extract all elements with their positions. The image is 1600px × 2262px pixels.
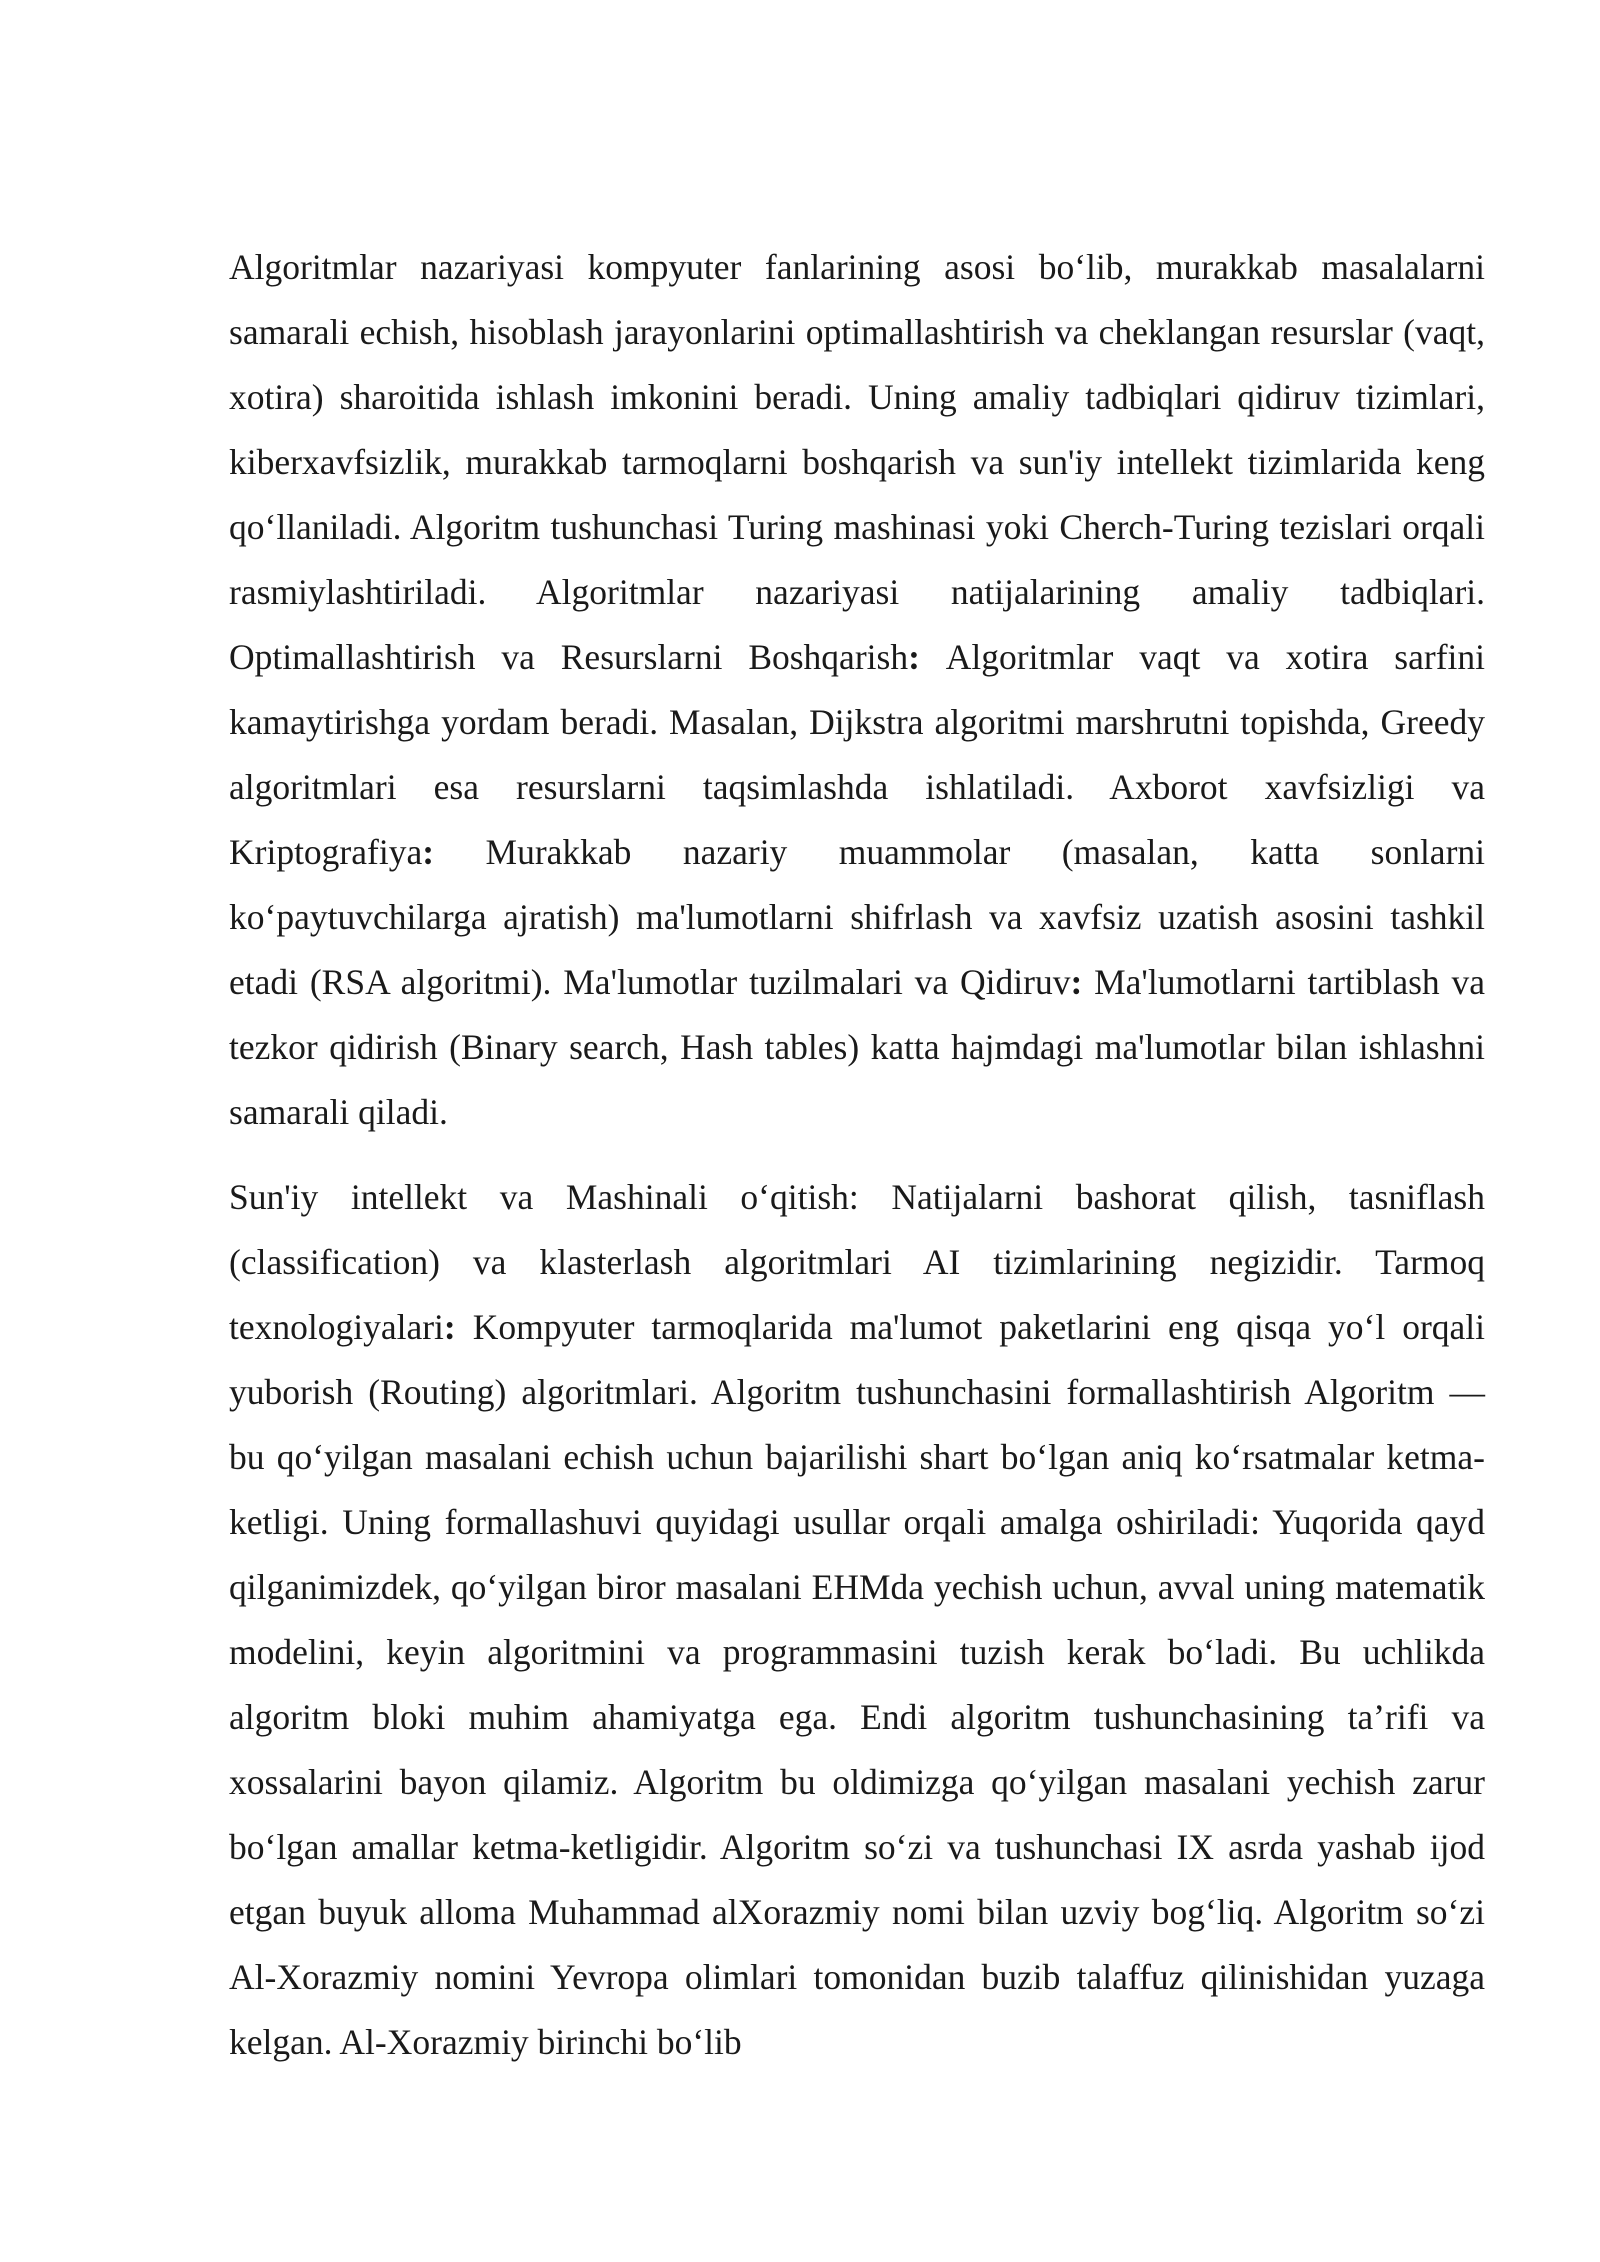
text-run: Algoritmlar vaqt va xotira sarfini kamaytirishga yordam beradi. Masalan, Dijkstra algoritmi marshrutni topishda, Greedy algoritmlari esa resurslarni taqsimlashda ishlatiladi. Axborot xavfsizligi va Kriptografiya — [229, 637, 1485, 872]
text-run: Algoritmlar nazariyasi kompyuter fanlarining asosi bo‘lib, murakkab masalalarni samarali echish, hisoblash jarayonlarini optimallashtirish va cheklangan resurslar (vaqt, xotira) sharoitida ishlash imkonini beradi. Uning amaliy tadbiqlari qidiruv tizimlari, kiberxavfsizlik, murakkab tarmoqlarni boshqarish va sun'iy intellekt tizimlarida keng qo‘llaniladi. Algoritm tushunchasi Turing mashinasi yoki Cherch-Turing tezislari orqali rasmiylashtiriladi. Algoritmlar nazariyasi natijalarining amaliy tadbiqlari. Optimallashtirish va Resurslarni Boshqarish — [229, 247, 1485, 677]
paragraph-2 — [229, 1165, 1485, 2075]
bold-colon: : — [422, 832, 486, 872]
bold-colon: : — [443, 1307, 473, 1347]
paragraph-1 — [229, 235, 1485, 1145]
text-run: Murakkab nazariy muammolar (masalan, katta sonlarni ko‘paytuvchilarga ajratish) ma'lumotlarni shifrlash va xavfsiz uzatish asosini tashkil etadi (RSA algoritmi). Ma'lumotlar tuzilmalari va Qidiruv — [229, 832, 1485, 1002]
text-run: Kompyuter tarmoqlarida ma'lumot paketlarini eng qisqa yo‘l orqali yuborish (Routing) algoritmlari. Algoritm tushunchasini formallashtirish Algoritm — bu qo‘yilgan masalani echish uchun bajarilishi shart bo‘lgan aniq ko‘rsatmalar ketma-ketligi. Uning formallashuvi quyidagi usullar orqali amalga oshiriladi: Yuqorida qayd qilganimizdek, qo‘yilgan biror masalani EHMda yechish uchun, avval uning matematik modelini, keyin algoritmini va programmasini tuzish kerak bo‘ladi. Bu uchlikda algoritm bloki muhim ahamiyatga ega. Endi algoritm tushunchasining ta’rifi va xossalarini bayon qilamiz. Algoritm bu oldimizga qo‘yilgan masalani yechish zarur bo‘lgan amallar ketma-ketligidir. Algoritm so‘zi va tushunchasi IX asrda yashab ijod etgan buyuk alloma Muhammad alXorazmiy nomi bilan uzviy bog‘liq. Algoritm so‘zi Al-Xorazmiy nomini Yevropa olimlari tomonidan buzib talaffuz qilinishidan yuzaga kelgan. Al-Xorazmiy birinchi bo‘lib — [229, 1307, 1485, 2062]
bold-colon: : — [1070, 962, 1095, 1002]
text-run: Ma'lumotlarni tartiblash va tezkor qidirish (Binary search, Hash tables) katta hajmdagi ma'lumotlar bilan ishlashni samarali qiladi. — [229, 962, 1485, 1132]
text-run: Sun'iy intellekt va Mashinali o‘qitish: Natijalarni bashorat qilish, tasniflash (classification) va klasterlash algoritmlari AI tizimlarining negizidir. Tarmoq texnologiyalari — [229, 1177, 1485, 1347]
bold-colon: : — [908, 637, 946, 677]
body-text — [229, 235, 1485, 2075]
